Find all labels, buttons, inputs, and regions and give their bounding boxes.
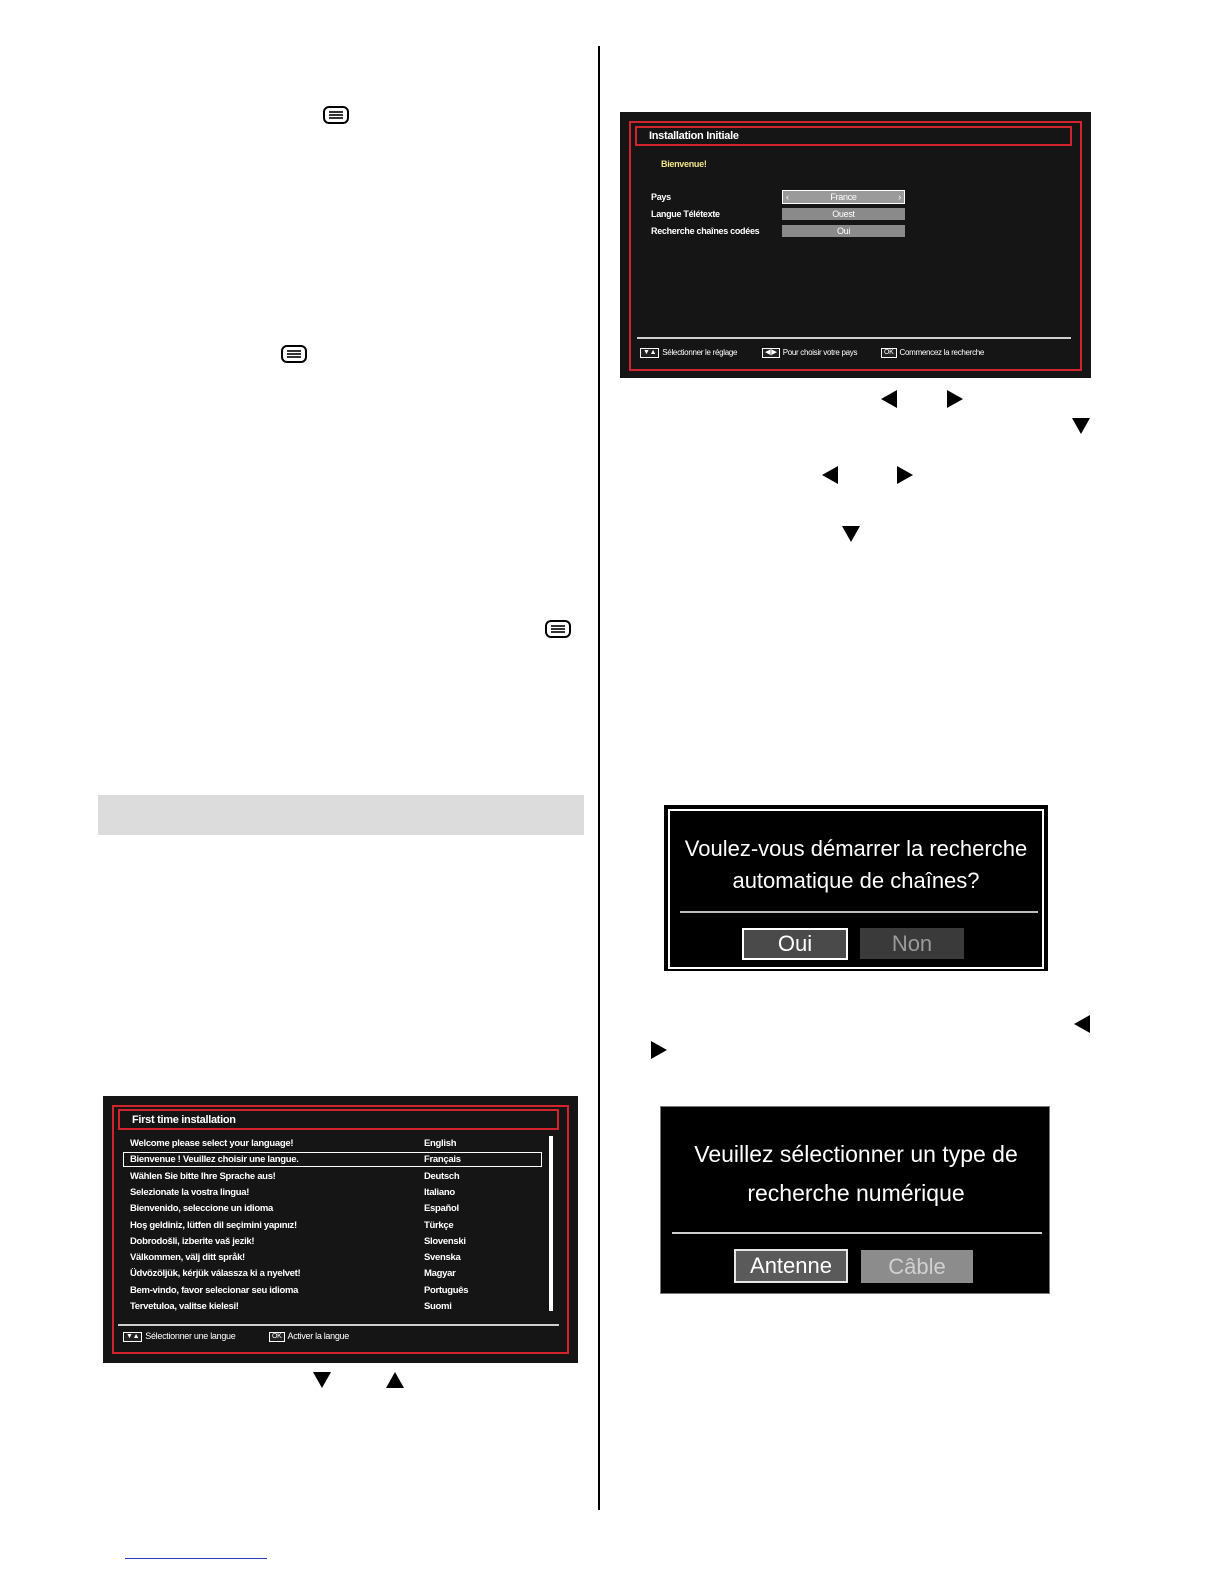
scrambled-search-value[interactable]: Oui [782,225,905,237]
country-selector[interactable]: ‹ France › [782,190,905,204]
welcome-text: Bienvenue! [661,159,707,169]
language-row-value[interactable]: Türkçe [424,1219,454,1231]
section-heading-bar [98,795,584,835]
language-row-value[interactable]: English [424,1138,457,1149]
language-row-value[interactable]: Svenska [424,1252,461,1264]
triangle-right-icon [651,1041,667,1059]
footer-link-underline[interactable] [125,1558,267,1559]
language-row-value[interactable]: Slovenski [424,1235,466,1247]
field-label-scrambled-search: Recherche chaînes codées [651,226,760,236]
column-divider [598,46,600,1510]
language-row-text[interactable]: Üdvözöljük, kérjük válassza ki a nyelvet! [130,1268,301,1280]
language-row-text[interactable]: Välkommen, välj ditt språk! [130,1252,245,1264]
ok-key-icon: OK [269,1332,285,1342]
footer-ok-hint: OK Commencez la recherche [881,348,984,358]
screen-title: Installation Initiale [635,126,1072,146]
language-row-value[interactable]: Français [424,1154,461,1166]
triangle-right-icon [947,390,963,408]
chevron-left-icon[interactable]: ‹ [786,192,789,202]
cable-button[interactable]: Câble [861,1250,973,1283]
up-down-keys-icon: ▼▲ [640,348,659,358]
field-label-country: Pays [651,192,671,202]
language-row-text[interactable]: Wählen Sie bitte Ihre Sprache aus! [130,1170,276,1182]
search-type-dialog [660,1106,1050,1294]
left-right-keys-icon: ◀|▶ [762,348,780,358]
up-down-keys-icon: ▼▲ [123,1332,142,1342]
dialog-question: Veuillez sélectionner un type de recherche numérique [694,1141,1018,1206]
first-time-installation-screen [103,1096,578,1363]
antenna-button[interactable]: Antenne [734,1249,848,1283]
footer-divider [118,1324,559,1326]
language-row-text[interactable]: Bem-vindo, favor selecionar seu idioma [130,1284,299,1296]
footer-select-hint: ▼▲ Sélectionner le réglage [640,348,737,358]
language-row-text[interactable]: Dobrodošli, izberite vaš jezik! [130,1235,255,1247]
teletext-icon [323,106,349,124]
language-row-value[interactable]: Español [424,1203,459,1215]
triangle-up-icon [386,1372,404,1388]
ok-key-icon: OK [881,348,897,358]
field-label-teletext-language: Langue Télétexte [651,209,720,219]
triangle-left-icon [1074,1015,1090,1033]
teletext-icon [545,620,571,638]
language-row-text[interactable]: Bienvenue ! Veuillez choisir une langue. [130,1154,299,1166]
yes-button[interactable]: Oui [742,928,848,960]
footer-ok-hint: OK Activer la langue [269,1331,349,1342]
dialog-divider [672,1232,1042,1234]
language-row-text[interactable]: Selezionate la vostra lingua! [130,1186,250,1198]
triangle-down-icon [313,1372,331,1388]
screen-title: First time installation [118,1109,559,1130]
scrollbar[interactable] [549,1136,553,1311]
language-row-text[interactable]: Hoş geldiniz, lütfen dil seçimini yapınız! [130,1219,297,1231]
teletext-language-value[interactable]: Ouest [782,208,905,220]
footer-divider [637,337,1071,339]
language-row-value[interactable]: Deutsch [424,1170,460,1182]
footer-country-hint: ◀|▶ Pour choisir votre pays [762,348,857,358]
triangle-left-icon [822,466,838,484]
language-row-text[interactable]: Bienvenido, seleccione un idioma [130,1203,273,1215]
language-row-text[interactable]: Welcome please select your language! [130,1138,294,1149]
footer-select-hint: ▼▲ Sélectionner une langue [123,1331,235,1342]
language-row-value[interactable]: Magyar [424,1268,456,1280]
triangle-down-icon [1072,418,1090,434]
triangle-down-icon [842,526,860,542]
triangle-left-icon [881,390,897,408]
language-row-value[interactable]: Suomi [424,1301,452,1312]
triangle-right-icon [897,466,913,484]
language-row-text[interactable]: Tervetuloa, valitse kielesi! [130,1301,239,1312]
auto-search-dialog [664,805,1048,971]
chevron-right-icon[interactable]: › [898,192,901,202]
language-row-value[interactable]: Português [424,1284,469,1296]
dialog-divider [680,911,1038,913]
no-button[interactable]: Non [860,928,964,959]
dialog-question: Voulez-vous démarrer la recherche automatique de chaînes? [684,836,1028,893]
initial-installation-screen [620,112,1091,378]
language-row-value[interactable]: Italiano [424,1186,455,1198]
teletext-icon [281,345,307,363]
